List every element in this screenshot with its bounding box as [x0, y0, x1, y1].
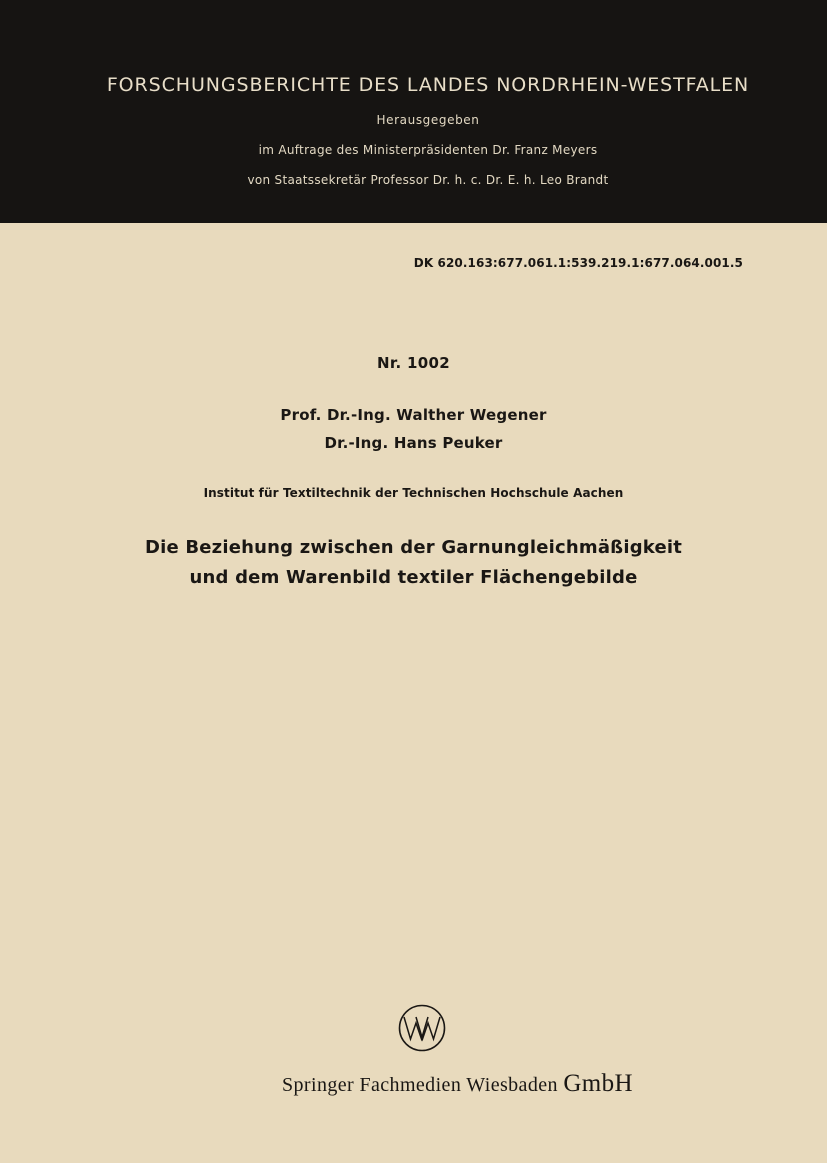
dk-classification-code: DK 620.163:677.061.1:539.219.1:677.064.001.5	[413, 256, 743, 270]
report-number: Nr. 1002	[377, 354, 450, 372]
report-title-line-1: Die Beziehung zwischen der Garnungleichmäßigkeit	[144, 537, 683, 558]
report-title-line-2: und dem Warenbild textiler Flächengebilde	[189, 567, 638, 588]
publisher-name-text: Springer Fachmedien Wiesbaden	[282, 1074, 558, 1096]
institute-name: Institut für Textiltechnik der Technischen Hochschule Aachen	[203, 486, 624, 500]
springer-vw-logo-icon	[397, 1003, 447, 1053]
series-title: FORSCHUNGSBERICHTE DES LANDES NORDRHEIN-WESTFALEN	[106, 74, 750, 96]
author-1: Prof. Dr.-Ing. Walther Wegener	[280, 406, 547, 424]
editor-line-2: im Auftrage des Ministerpräsidenten Dr. Franz Meyers	[258, 143, 598, 157]
author-2: Dr.-Ing. Hans Peuker	[324, 434, 503, 452]
publisher-suffix: GmbH	[563, 1070, 633, 1097]
publisher-name	[282, 1070, 633, 1098]
editor-line-3: von Staatssekretär Professor Dr. h. c. Dr. E. h. Leo Brandt	[247, 173, 609, 187]
editor-line-1: Herausgegeben	[376, 113, 480, 127]
header-band	[0, 0, 827, 223]
